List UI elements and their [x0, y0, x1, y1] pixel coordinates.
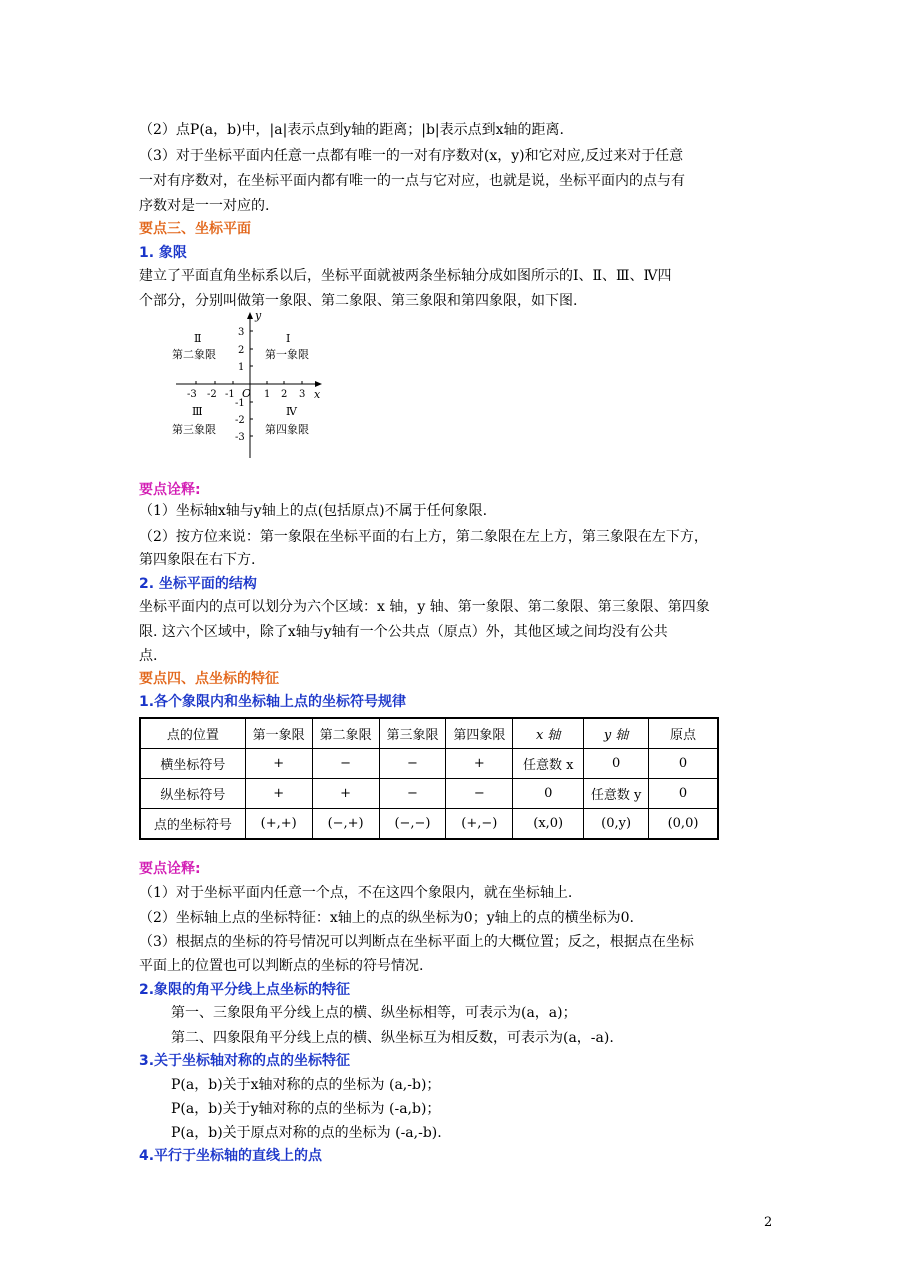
table-header-cell: 第二象限 — [312, 718, 379, 749]
table-header-cell: 第一象限 — [245, 718, 312, 749]
table-cell: − — [379, 779, 446, 809]
quadrant-2-numeral: Ⅱ — [194, 332, 202, 345]
table-cell: (+,+) — [245, 809, 312, 840]
quadrant-1-numeral: Ⅰ — [286, 332, 291, 345]
quadrant-4-label: 第四象限 — [265, 423, 309, 436]
table-header-row — [140, 718, 718, 749]
text-line: （2）坐标轴上点的坐标特征：x轴上的点的纵坐标为0；y轴上的点的横坐标为0. — [139, 910, 634, 926]
table-cell: (0,0) — [649, 809, 718, 840]
text-line: （2）按方位来说：第一象限在坐标平面的右上方，第二象限在左上方，第三象限在左下方， — [139, 529, 708, 545]
y-tick-label: 1 — [238, 362, 245, 373]
table-cell: − — [446, 779, 513, 809]
table-cell: 任意数 y — [584, 779, 649, 809]
x-axis-label: x — [314, 388, 321, 401]
x-tick-label: 2 — [281, 389, 288, 400]
table-cell: (0,y) — [584, 809, 649, 840]
table-cell: 0 — [584, 749, 649, 779]
quadrant-3-numeral: Ⅲ — [192, 405, 203, 418]
table-header-cell: 点的位置 — [140, 718, 245, 749]
y-axis-arrow — [247, 312, 253, 319]
table-cell: + — [245, 749, 312, 779]
text-line: 限. 这六个区域中，除了x轴与y轴有一个公共点（原点）外，其他区域之间均没有公共 — [139, 624, 668, 640]
text-line: 坐标平面内的点可以划分为六个区域：x 轴，y 轴、第一象限、第二象限、第三象限、第四象 — [139, 599, 710, 615]
table-cell: (−,−) — [379, 809, 446, 840]
x-tick-label: -1 — [225, 389, 235, 400]
text-line: 一对有序数对，在坐标平面内都有唯一的一点与它对应，也就是说，坐标平面内的点与有 — [139, 173, 685, 189]
subsection-heading: 2.象限的角平分线上点坐标的特征 — [139, 982, 351, 998]
y-tick-label: -1 — [235, 398, 245, 409]
x-tick-label: -3 — [187, 389, 197, 400]
text-line: （3）对于坐标平面内任意一点都有唯一的一对有序数对(x，y)和它对应,反过来对于任意 — [139, 148, 684, 164]
text-line: 平面上的位置也可以判断点的坐标的符号情况. — [139, 958, 424, 974]
text-line: 第四象限在右下方. — [139, 552, 256, 568]
table-header-cell: 第三象限 — [379, 718, 446, 749]
subsection-heading: 4.平行于坐标轴的直线上的点 — [139, 1148, 323, 1164]
y-tick-label: 2 — [238, 345, 245, 356]
text-line: P(a，b)关于原点对称的点的坐标为 (-a,-b). — [171, 1125, 442, 1141]
quadrant-2-label: 第二象限 — [172, 348, 216, 361]
table-cell: 纵坐标符号 — [140, 779, 245, 809]
note-heading: 要点诠释: — [139, 861, 201, 877]
table-cell: + — [312, 779, 379, 809]
table-cell: (−,+) — [312, 809, 379, 840]
quadrant-3-label: 第三象限 — [172, 423, 216, 436]
subsection-heading: 3.关于坐标轴对称的点的坐标特征 — [139, 1053, 351, 1069]
text-line: （3）根据点的坐标的符号情况可以判断点在坐标平面上的大概位置；反之，根据点在坐标 — [139, 934, 694, 950]
table-row — [140, 749, 718, 779]
table-cell: 0 — [649, 779, 718, 809]
x-axis-arrow — [315, 381, 322, 387]
text-line: 点. — [139, 648, 158, 664]
section-heading: 要点四、点坐标的特征 — [139, 671, 279, 687]
x-tick-label: 3 — [299, 389, 306, 400]
y-tick-label: -2 — [235, 415, 245, 426]
origin-label: O — [242, 387, 252, 400]
text-line: 建立了平面直角坐标系以后，坐标平面就被两条坐标轴分成如图所示的Ⅰ、Ⅱ、Ⅲ、Ⅳ四 — [139, 268, 672, 284]
coordinate-sign-table — [139, 717, 719, 840]
table-cell: + — [446, 749, 513, 779]
table-cell: (x,0) — [513, 809, 584, 840]
table-header-cell: 原点 — [649, 718, 718, 749]
table-cell: + — [245, 779, 312, 809]
table-header-cell: 第四象限 — [446, 718, 513, 749]
page-number: 2 — [764, 1215, 773, 1230]
table-cell: − — [312, 749, 379, 779]
x-tick-label: 1 — [264, 389, 271, 400]
quadrant-4-numeral: Ⅳ — [286, 405, 297, 418]
text-line: （1）对于坐标平面内任意一个点，不在这四个象限内，就在坐标轴上. — [139, 885, 573, 901]
table-row — [140, 809, 718, 840]
section-heading: 要点三、坐标平面 — [139, 221, 251, 237]
text-line: （1）坐标轴x轴与y轴上的点(包括原点)不属于任何象限. — [139, 503, 488, 519]
table-cell: 点的坐标符号 — [140, 809, 245, 840]
note-heading: 要点诠释: — [139, 482, 201, 498]
text-line: 第二、四象限角平分线上点的横、纵坐标互为相反数，可表示为(a，-a). — [171, 1030, 614, 1046]
text-line: P(a，b)关于x轴对称的点的坐标为 (a,-b)； — [171, 1077, 441, 1093]
table-cell: 0 — [649, 749, 718, 779]
table-header-cell: x 轴 — [513, 718, 584, 749]
text-line: （2）点P(a，b)中，|a|表示点到y轴的距离；|b|表示点到x轴的距离. — [139, 122, 564, 138]
table-row — [140, 779, 718, 809]
text-line: 第一、三象限角平分线上点的横、纵坐标相等，可表示为(a，a)； — [171, 1005, 577, 1021]
subsection-heading: 2. 坐标平面的结构 — [139, 576, 257, 592]
text-line: P(a，b)关于y轴对称的点的坐标为 (-a,b)； — [171, 1101, 441, 1117]
y-axis-label: y — [255, 309, 262, 322]
x-tick-label: -2 — [207, 389, 217, 400]
table-cell: (+,−) — [446, 809, 513, 840]
quadrant-1-label: 第一象限 — [265, 348, 309, 361]
subsection-heading: 1. 象限 — [139, 245, 187, 261]
table-cell: 横坐标符号 — [140, 749, 245, 779]
text-line: 个部分，分别叫做第一象限、第二象限、第三象限和第四象限，如下图. — [139, 293, 578, 309]
subsection-heading: 1.各个象限内和坐标轴上点的坐标符号规律 — [139, 694, 407, 710]
table-cell: 任意数 x — [513, 749, 584, 779]
table-cell: − — [379, 749, 446, 779]
text-line: 序数对是一一对应的. — [139, 198, 270, 214]
y-tick-label: 3 — [238, 327, 245, 338]
y-tick-label: -3 — [235, 432, 245, 443]
table-header-cell: y 轴 — [584, 718, 649, 749]
quadrant-diagram — [166, 308, 328, 460]
table-cell: 0 — [513, 779, 584, 809]
